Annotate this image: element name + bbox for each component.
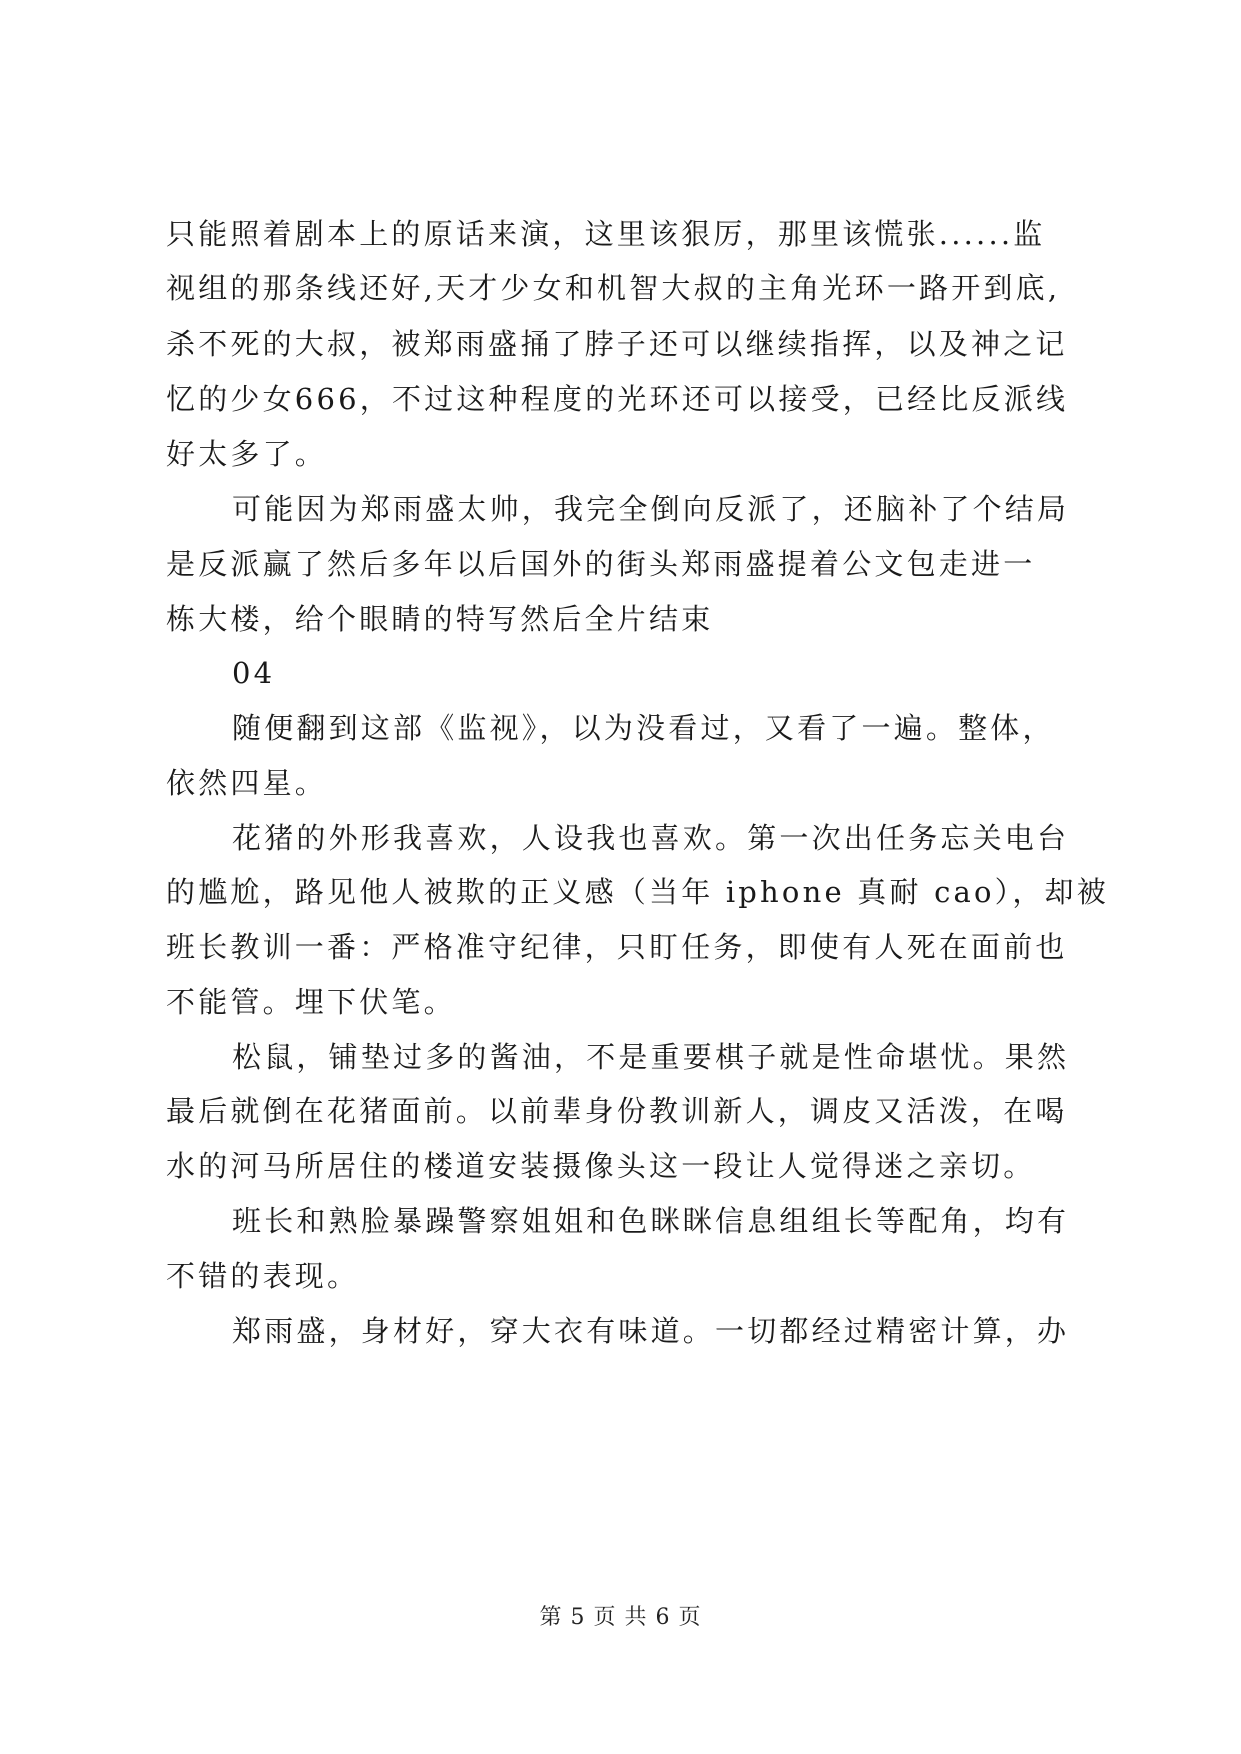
page-footer: 第 5 页 共 6 页 — [539, 1605, 702, 1630]
text-line: 是反派赢了然后多年以后国外的街头郑雨盛提着公文包走进一 — [166, 547, 1036, 581]
text-line: 依然四星。 — [166, 766, 328, 800]
text-line: 最后就倒在花猪面前。以前辈身份教训新人，调皮又活泼，在喝 — [166, 1094, 1068, 1128]
text-line: 杀不死的大叔，被郑雨盛捅了脖子还可以继续指挥，以及神之记 — [166, 327, 1068, 361]
paragraph-start-line: 花猪的外形我喜欢，人设我也喜欢。第一次出任务忘关电台 — [232, 821, 1070, 855]
section-number: 04 — [232, 656, 276, 690]
paragraph-start-line: 可能因为郑雨盛太帅，我完全倒向反派了，还脑补了个结局 — [232, 492, 1070, 526]
text-line: 好太多了。 — [166, 437, 328, 471]
text-line: 不能管。埋下伏笔。 — [166, 985, 456, 1019]
paragraph-start-line: 班长和熟脸暴躁警察姐姐和色眯眯信息组组长等配角，均有 — [232, 1204, 1070, 1238]
paragraph-start-line: 松鼠，铺垫过多的酱油，不是重要棋子就是性命堪忧。果然 — [232, 1040, 1070, 1074]
text-line: 只能照着剧本上的原话来演，这里该狠厉，那里该慌张......监 — [166, 217, 1046, 251]
text-line: 班长教训一番：严格准守纪律，只盯任务，即使有人死在面前也 — [166, 930, 1068, 964]
text-line: 视组的那条线还好,天才少女和机智大叔的主角光环一路开到底, — [166, 271, 1061, 305]
text-line: 的尴尬，路见他人被欺的正义感（当年 iphone 真耐 cao），却被 — [166, 875, 1109, 909]
text-line: 不错的表现。 — [166, 1259, 360, 1293]
paragraph-start-line: 郑雨盛，身材好，穿大衣有味道。一切都经过精密计算，办 — [232, 1314, 1070, 1348]
text-line: 水的河马所居住的楼道安装摄像头这一段让人觉得迷之亲切。 — [166, 1149, 1036, 1183]
text-line: 忆的少女666，不过这种程度的光环还可以接受，已经比反派线 — [166, 382, 1069, 416]
text-line: 栋大楼，给个眼睛的特写然后全片结束 — [166, 602, 714, 636]
paragraph-start-line: 随便翻到这部《监视》，以为没看过，又看了一遍。整体， — [232, 711, 1055, 745]
